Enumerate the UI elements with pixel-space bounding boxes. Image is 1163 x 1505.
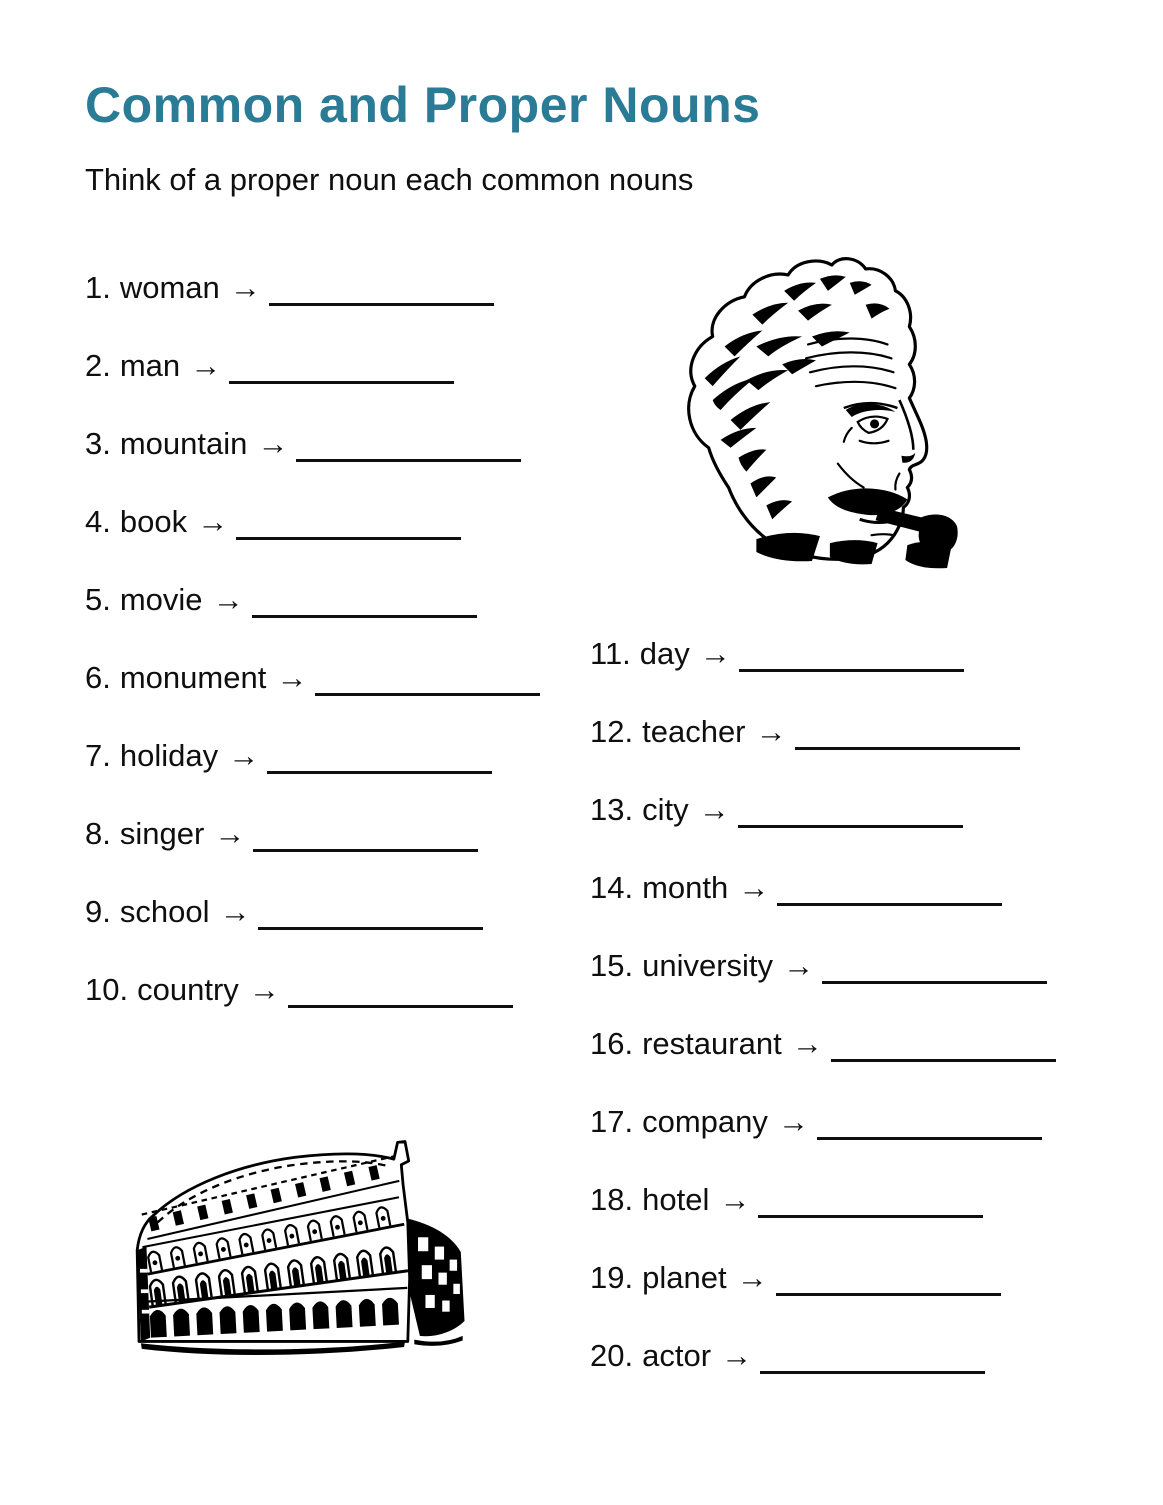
answer-blank[interactable] [777,903,1002,906]
item-number: 9. [85,894,111,929]
right-arrow-glyph: → [736,1260,768,1295]
answer-blank[interactable] [253,849,478,852]
item-number: 4. [85,504,111,539]
worksheet-item-15 [590,950,1056,982]
item-word: school [119,894,210,929]
answer-blank[interactable] [795,747,1020,750]
right-arrow-glyph: → [698,792,730,827]
right-arrow-glyph: → [738,870,770,905]
worksheet-item-1 [85,272,540,304]
item-word: man [119,348,181,383]
answer-blank[interactable] [822,981,1047,984]
instructions-text: Think of a proper noun each common nouns [85,162,694,197]
einstein-portrait-svg [663,252,961,572]
right-arrow-glyph: → [197,504,229,539]
item-word: movie [119,582,203,617]
answer-blank[interactable] [776,1293,1001,1296]
item-word: teacher [642,714,746,749]
worksheet-item-7 [85,740,540,772]
items-right-column [590,638,1056,1418]
answer-blank[interactable] [831,1059,1056,1062]
answer-blank[interactable] [315,693,540,696]
item-word: company [642,1104,768,1139]
page-title: Common and Proper Nouns [85,77,761,133]
answer-blank[interactable] [760,1371,985,1374]
worksheet-item-10 [85,974,540,1006]
item-number: 7. [85,738,111,773]
item-word: actor [642,1338,712,1373]
item-word: university [642,948,774,983]
item-number: 14. [590,870,634,905]
item-word: day [639,636,690,671]
answer-blank[interactable] [229,381,454,384]
answer-blank[interactable] [288,1005,513,1008]
item-word: woman [119,270,220,305]
item-number: 18. [590,1182,634,1217]
right-arrow-glyph: → [719,1182,751,1217]
answer-blank[interactable] [296,459,521,462]
right-arrow-glyph: → [214,816,246,851]
right-arrow-glyph: → [755,714,787,749]
answer-blank[interactable] [738,825,963,828]
right-arrow-glyph: → [783,948,815,983]
item-number: 15. [590,948,634,983]
right-arrow-glyph: → [276,660,308,695]
item-word: monument [119,660,267,695]
worksheet-item-16 [590,1028,1056,1060]
items-left-column [85,272,540,1052]
item-number: 5. [85,582,111,617]
worksheet-item-19 [590,1262,1056,1294]
item-word: country [137,972,239,1007]
right-arrow-glyph: → [248,972,280,1007]
item-number: 3. [85,426,111,461]
worksheet-item-17 [590,1106,1056,1138]
item-word: month [642,870,729,905]
worksheet-item-14 [590,872,1056,904]
worksheet-item-18 [590,1184,1056,1216]
right-arrow-glyph: → [777,1104,809,1139]
worksheet-item-9 [85,896,540,928]
answer-blank[interactable] [739,669,964,672]
worksheet-item-3 [85,428,540,460]
item-word: mountain [119,426,248,461]
worksheet-item-11 [590,638,1056,670]
answer-blank[interactable] [236,537,461,540]
item-number: 17. [590,1104,634,1139]
colosseum-illustration [126,1120,498,1362]
item-word: holiday [119,738,219,773]
answer-blank[interactable] [267,771,492,774]
item-word: planet [642,1260,727,1295]
item-number: 6. [85,660,111,695]
answer-blank[interactable] [758,1215,983,1218]
worksheet-item-2 [85,350,540,382]
worksheet-item-8 [85,818,540,850]
item-number: 19. [590,1260,634,1295]
item-number: 13. [590,792,634,827]
worksheet-item-4 [85,506,540,538]
answer-blank[interactable] [258,927,483,930]
item-number: 11. [590,636,631,671]
item-number: 20. [590,1338,634,1373]
item-word: book [119,504,188,539]
item-word: restaurant [642,1026,782,1061]
item-word: city [642,792,689,827]
worksheet-item-13 [590,794,1056,826]
right-arrow-glyph: → [229,270,261,305]
worksheet-item-12 [590,716,1056,748]
item-number: 2. [85,348,111,383]
right-arrow-glyph: → [791,1026,823,1061]
right-arrow-glyph: → [699,636,731,671]
item-number: 10. [85,972,129,1007]
right-arrow-glyph: → [257,426,289,461]
answer-blank[interactable] [817,1137,1042,1140]
right-arrow-glyph: → [721,1338,753,1373]
item-number: 16. [590,1026,634,1061]
right-arrow-glyph: → [228,738,260,773]
item-number: 1. [85,270,111,305]
worksheet-item-6 [85,662,540,694]
right-arrow-glyph: → [212,582,244,617]
worksheet-item-20 [590,1340,1056,1372]
answer-blank[interactable] [269,303,494,306]
item-word: hotel [642,1182,710,1217]
item-number: 8. [85,816,111,851]
answer-blank[interactable] [252,615,477,618]
right-arrow-glyph: → [219,894,251,929]
einstein-illustration [663,252,961,572]
worksheet-item-5 [85,584,540,616]
right-arrow-glyph: → [190,348,222,383]
colosseum-svg [126,1120,498,1362]
item-number: 12. [590,714,634,749]
item-word: singer [119,816,205,851]
